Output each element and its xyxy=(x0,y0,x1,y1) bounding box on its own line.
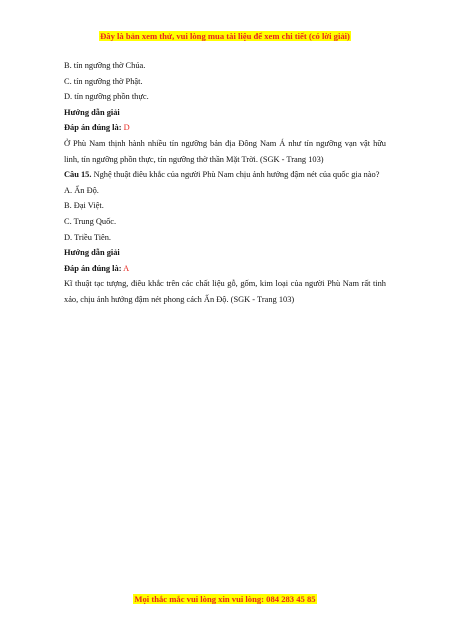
q15-number: Câu 15. xyxy=(64,170,92,180)
q14-option-d: D. tín ngưỡng phồn thực. xyxy=(64,92,149,102)
q15-option-b: B. Đại Việt. xyxy=(64,201,104,211)
q15-answer xyxy=(64,261,386,277)
q15-explanation: Kĩ thuật tạc tượng, điêu khắc trên các chất liệu gỗ, gốm, kim loại của người Phù Nam rất tinh xảo, chịu ảnh hưởng đậm nét phong cách Ấn Độ. (SGK - Trang 103) xyxy=(64,279,386,304)
q15-question: Nghệ thuật điêu khắc của người Phù Nam chịu ảnh hưởng đậm nét của quốc gia nào? xyxy=(93,170,380,180)
q15-answer-label: Đáp án đúng là: xyxy=(64,263,122,273)
q14-explanation: Ở Phù Nam thịnh hành nhiều tín ngưỡng bản địa Đông Nam Á như tín ngưỡng vạn vật hữu linh, tín ngưỡng phồn thực, tín ngưỡng thờ thần Mặt Trời. (SGK - Trang 103) xyxy=(64,138,386,164)
q15-guide-heading: Hướng dẫn giải xyxy=(64,248,120,258)
q14-guide-heading: Hướng dẫn giải xyxy=(64,107,120,117)
q14-answer-label: Đáp án đúng là: xyxy=(64,123,122,133)
q14-answer xyxy=(64,120,386,136)
header-banner-text: Đây là bản xem thử, vui lòng mua tài liệu để xem chi tiết (có lời giải) xyxy=(100,31,350,41)
q14-option-b: B. tín ngưỡng thờ Chúa. xyxy=(64,61,146,70)
q15-option-c: C. Trung Quốc. xyxy=(64,216,117,226)
header-banner xyxy=(0,26,450,44)
footer-banner xyxy=(0,589,450,607)
q15-option-d: D. Triều Tiên. xyxy=(64,232,112,242)
q14-answer-value: D xyxy=(123,123,130,133)
q15-question-line xyxy=(64,167,386,183)
q14-option-c: C. tín ngưỡng thờ Phật. xyxy=(64,76,143,86)
document-body xyxy=(64,58,386,308)
footer-banner-text: Mọi thắc mắc vui lòng xin vui lòng: 084 283 45 85 xyxy=(134,594,316,604)
q15-answer-value: A xyxy=(123,263,130,273)
q15-option-a: A. Ấn Độ. xyxy=(64,185,99,195)
